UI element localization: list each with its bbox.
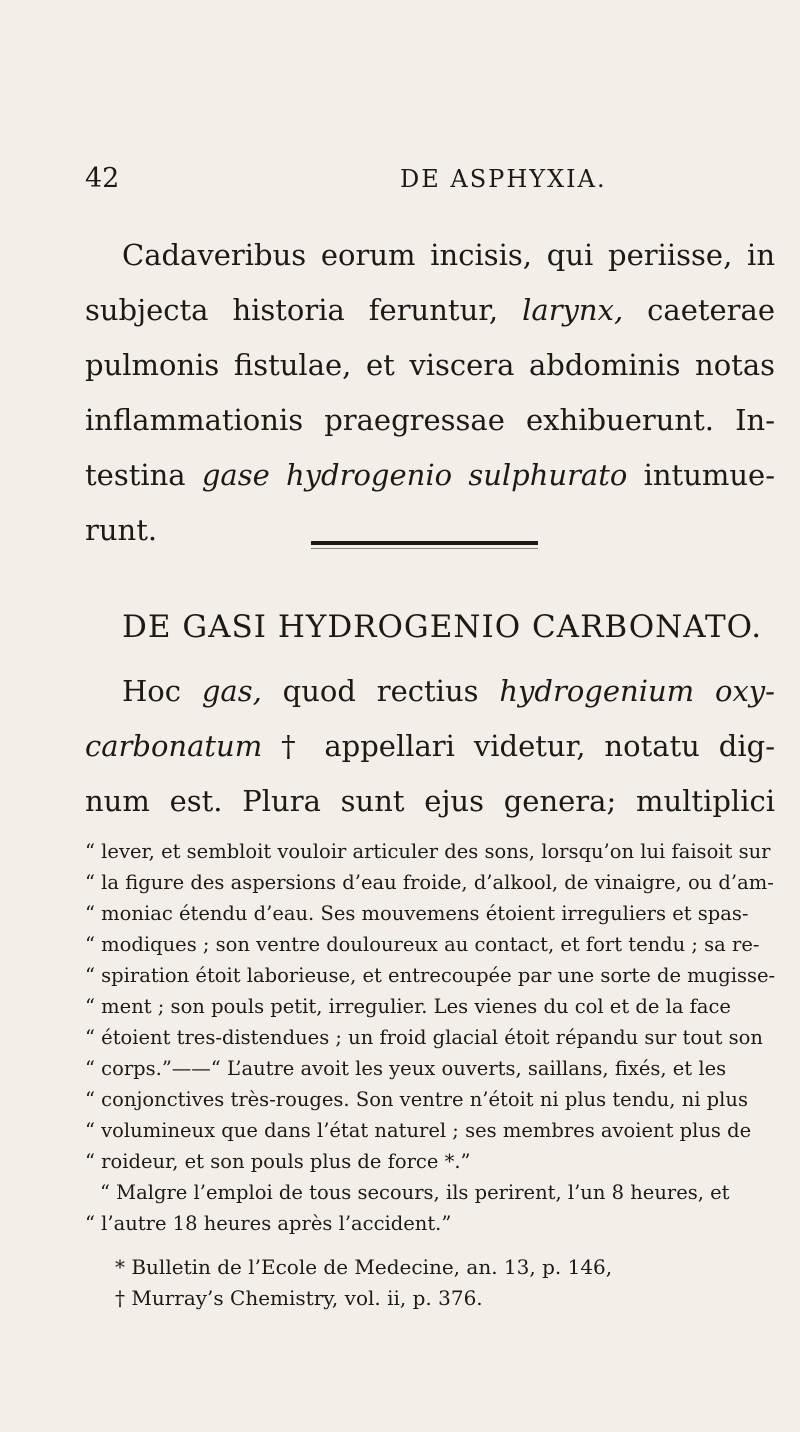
quote-line: “ volumineux que dans l’état naturel ; ses membres avoient plus de [85,1119,752,1142]
italic-term: gase hydrogenio sulphurato [201,458,628,492]
quote-line: “ l’autre 18 heures après l’accident.” [85,1212,452,1235]
paragraph-line: inflammationis praegressae exhibuerunt. In- [85,403,775,437]
paragraph-line: num est. Plura sunt ejus genera; multiplici [85,784,775,818]
page-number: 42 [85,163,120,194]
paragraph-line: Hoc gas, quod rectius hydrogenium oxy- [122,674,775,708]
paragraph-autopsy [85,228,775,558]
quote-line: “ lever, et sembloit vouloir articuler des sons, lorsqu’on lui faisoit sur [85,840,771,863]
footnote: † Murray’s Chemistry, vol. ii, p. 376. [115,1286,483,1310]
paragraph-line: subjecta historia feruntur, larynx, caeterae [85,293,775,327]
section-divider [311,541,538,545]
running-head: DE ASPHYXIA. [400,165,607,193]
paragraph-carbonato [85,664,775,829]
footnotes [85,1252,785,1314]
french-quotation [85,836,785,1239]
italic-term: gas, [201,674,262,708]
page-header [85,163,785,203]
quote-line: “ modiques ; son ventre douloureux au contact, et fort tendu ; sa re- [85,933,760,956]
quote-line: “ la figure des aspersions d’eau froide, d’alkool, de vinaigre, ou d’am- [85,871,774,894]
section-heading: DE GASI HYDROGENIO CARBONATO. [122,609,763,645]
paragraph-line: pulmonis fistulae, et viscera abdominis notas [85,348,775,382]
footnote: * Bulletin de l’Ecole de Medecine, an. 13, p. 146, [115,1255,613,1279]
italic-term: hydrogenium oxy- [499,674,775,708]
paragraph-line: runt. [85,513,158,547]
quote-line: “ ment ; son pouls petit, irregulier. Les vienes du col et de la face [85,995,731,1018]
section-divider-thin [311,548,538,549]
paragraph-line: testina gase hydrogenio sulphurato intumue- [85,458,776,492]
quote-line: “ roideur, et son pouls plus de force *.” [85,1150,471,1173]
italic-term: carbonatum [85,729,263,763]
quote-line: “ Malgre l’emploi de tous secours, ils perirent, l’un 8 heures, et [100,1181,730,1204]
paragraph-line: Cadaveribus eorum incisis, qui periisse, in [122,238,775,272]
quote-line: “ spiration étoit laborieuse, et entrecoupée par une sorte de mugisse- [85,964,776,987]
quote-line: “ conjonctives très-rouges. Son ventre n’étoit ni plus tendu, ni plus [85,1088,748,1111]
paragraph-line: carbonatum † appellari videtur, notatu dig- [85,729,775,763]
italic-term: larynx, [522,293,624,327]
quote-line: “ corps.”——“ L’autre avoit les yeux ouverts, saillans, fixés, et les [85,1057,727,1080]
quote-line: “ étoient tres-distendues ; un froid glacial étoit répandu sur tout son [85,1026,763,1049]
quote-line: “ moniac étendu d’eau. Ses mouvemens étoient irreguliers et spas- [85,902,749,925]
